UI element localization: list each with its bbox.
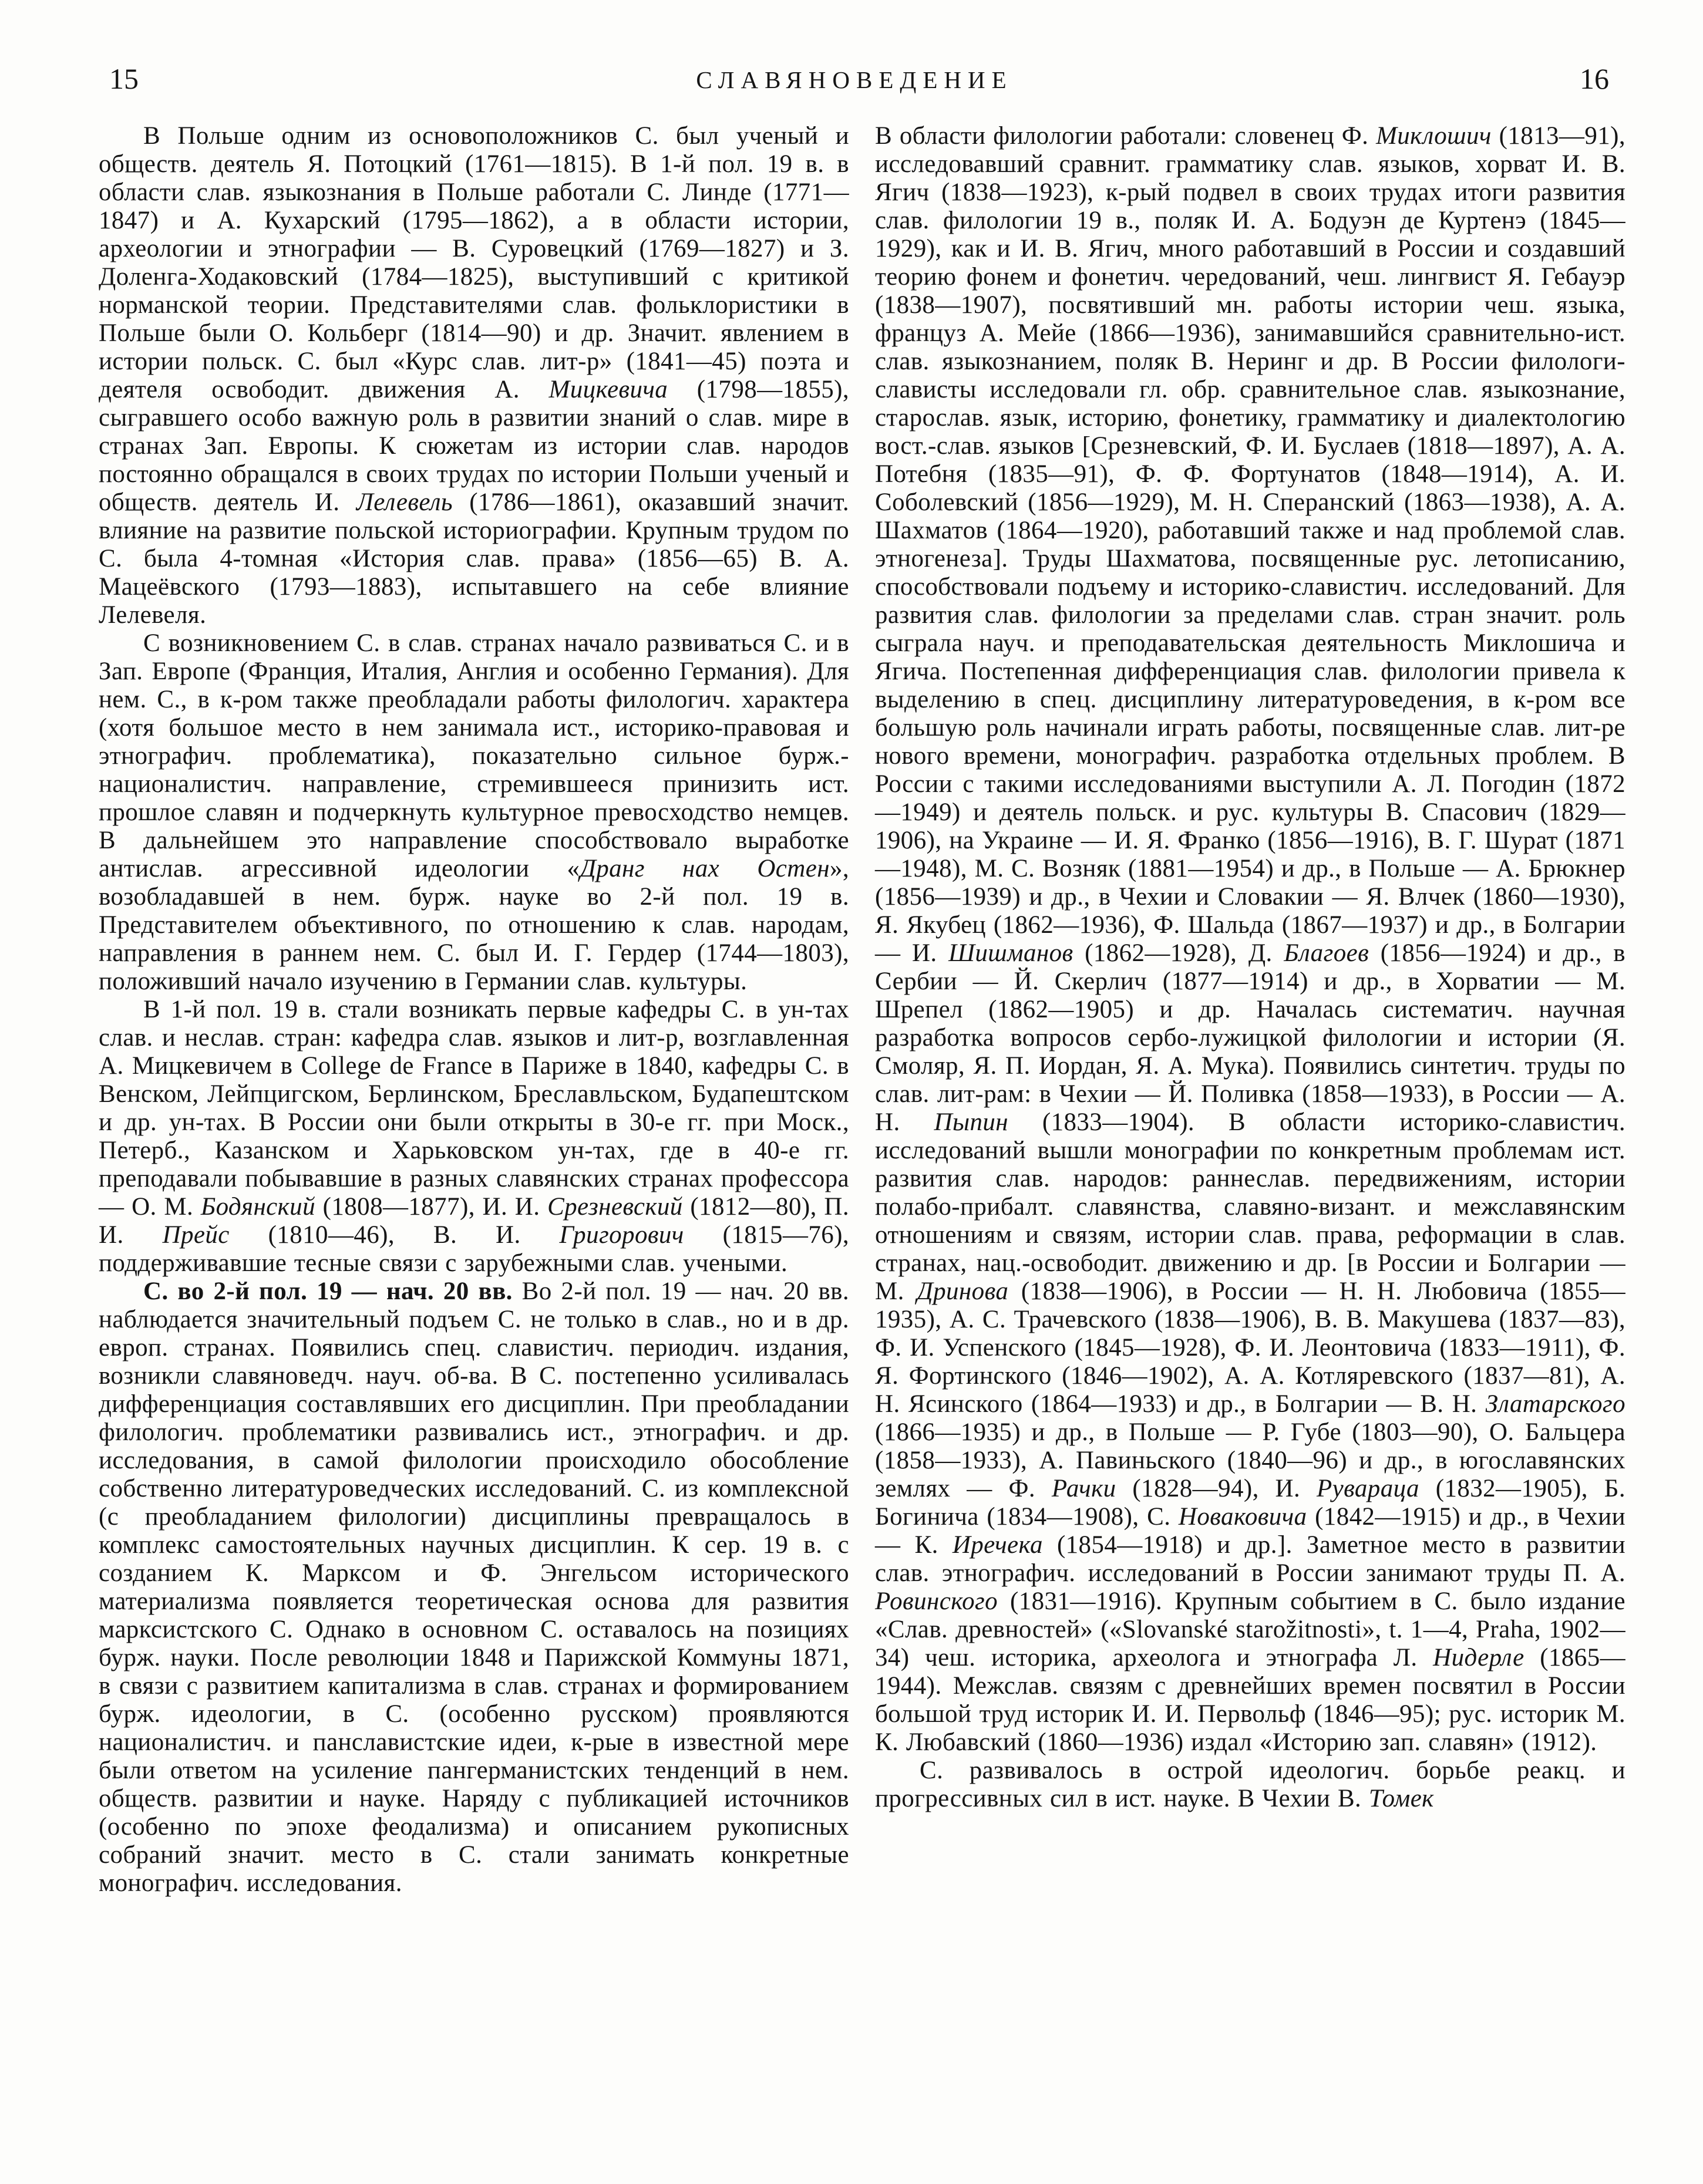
- text-run: (1815—76), поддерживавшие тесные связи с зарубежными слав. учеными.: [99, 1221, 849, 1277]
- paragraph: [99, 629, 849, 996]
- text-run: (1865—1944). Межслав. связям с древнейших времен посвятил в России большой труд историк И. И. Первольф (1846—95); рус. историк М. К. Любавский (1860—1936) издал «Историю зап. славян» (1912).: [875, 1644, 1626, 1756]
- page-number-left: 15: [109, 62, 139, 95]
- text-run: (1813—91), исследовавший сравнит. грамматику слав. языков, хорват И. В. Ягич (1838—1923), к-рый подвел в своих трудах итоги развития слав. филологии 19 в., поляк И. А. Бодуэн де Куртенэ (1845—1929), как и И. В. Ягич, много работавший в России и создавший теорию фонем и фонетич. чередований, чеш. лингвист Я. Гебауэр (1838—1907), посвятивший мн. работы истории чеш. языка, француз А. Мейе (1866—1936), занимавшийся сравнительно-ист. слав. языкознанием, поляк В. Неринг и др. В России филологи-слависты исследовали гл. обр. сравнительное слав. языкознание, старослав. язык, историю, фонетику, грамматику и диалектологию вост.-слав. языков [Срезневский, Ф. И. Буслаев (1818—1897), А. А. Потебня (1835—91), Ф. Ф. Фортунатов (1848—1914), А. И. Соболевский (1856—1929), М. Н. Сперанский (1863—1938), А. А. Шахматов (1864—1920), работавший также и над проблемой слав. этногенеза]. Труды Шахматова, посвященные рус. летописанию, способствовали подъему и историко-славистич. исследований. Для развития слав. филологии за пределами слав. стран значит. роль сыграла науч. и преподавательская деятельность Миклошича и Ягича. Постепенная дифференциация слав. филологии привела к выделению в спец. дисциплину литературоведения, в к-ром все большую роль начинали играть работы, посвященные слав. лит-ре нового времени, монографич. разработка отдельных проблем. В России с такими исследованиями выступили А. Л. Погодин (1872—1949) и деятель польск. и рус. культуры В. Спасович (1829—1906), на Украине — И. Я. Франко (1856—1916), В. Г. Шурат (1871—1948), М. С. Возняк (1881—1954) и др., в Польше — А. Брюкнер (1856—1939) и др., в Чехии и Словакии — Я. Влчек (1860—1930), Я. Якубец (1862—1936), Ф. Шальда (1867—1937) и др., в Болгарии — И.: [875, 122, 1625, 967]
- running-head: [100, 61, 1609, 102]
- text-run: В 1-й пол. 19 в. стали возникать первые кафедры С. в ун-тах слав. и неслав. стран: кафедра слав. языков и лит-р, возглавленная А. Мицкевичем в College de France в Париже в 1840, кафедры С. в Венском, Лейпцигском, Берлинском, Бреславльском, Будапештском и др. ун-тах. В России они были открыты в 30-е гг. при Моск., Петерб., Казанском и Харьковском ун-тах, где в 40-е гг. преподавали побывавшие в разных славянских странах профессора — О. М.: [99, 996, 849, 1221]
- bold-text-run: С. во 2-й пол. 19 — нач. 20 вв.: [143, 1278, 513, 1305]
- paragraph: [99, 996, 849, 1278]
- italic-text-run: Лелевель: [356, 488, 453, 516]
- text-run: Во 2-й пол. 19 — нач. 20 вв. наблюдается значительный подъем С. не только в слав., но и в др. европ. странах. Появились спец. славистич. периодич. издания, возникли славяноведч. науч. об-ва. В С. постепенно усиливалась дифференциация составлявших его дисциплин. При преобладании филологич. проблематики развивались ист., этнографич. и др. исследования, в самой филологии происходило обособление собственно литературоведческих исследований. С. из комплексной (с преобладанием филологии) дисциплины превращалось в комплекс самостоятельных научных дисциплин. К сер. 19 в. с созданием К. Марксом и Ф. Энгельсом исторического материализма появляется теоретическая основа для развития марксистского С. Однако в основном С. оставалось на позициях бурж. науки. После революции 1848 и Парижской Коммуны 1871, в связи с развитием капитализма в слав. странах и формированием бурж. идеологии, в С. (особенно русском) проявляются националистич. и панславистские идеи, к-рые в известной мере были ответом на усиление пангерманистских тенденций в нем. обществ. развитии и науке. Наряду с публикацией источников (особенно по эпохе феодализма) и описанием рукописных собраний значит. место в С. стали занимать конкретные монографич. исследования.: [99, 1278, 849, 1897]
- italic-text-run: Новаковича: [1178, 1503, 1307, 1531]
- text-run: (1833—1904). В области историко-славистич. исследований вышли монографии по конкретным проблемам ист. развития слав. народов: раннеслав. передвижениям, истории полабо-прибалт. славянства, славяно-визант. и межславянским отношениям и связям, истории слав. права, реформации в слав. странах, нац.-освободит. движению и др. [в России и Болгарии — М.: [875, 1108, 1625, 1305]
- italic-text-run: Мицкевича: [548, 376, 668, 403]
- italic-text-run: Иречека: [952, 1531, 1043, 1559]
- italic-text-run: Благоев: [1284, 939, 1369, 967]
- page-number-right: 16: [1580, 62, 1609, 95]
- paragraph: [875, 122, 1625, 1757]
- text-run: (1831—1916). Крупным событием в С. было издание «Слав. древностей» («Slovanské starožitnosti», t. 1—4, Praha, 1902—34) чеш. историка, археолога и этнографа Л.: [875, 1588, 1625, 1671]
- text-run: (1786—1861), оказавший значит. влияние на развитие польской историографии. Крупным трудом по С. была 4-томная «История слав. права» (1856—65) В. А. Мацеёвского (1793—1883), испытавшего на себе влияние Лелевеля.: [99, 488, 849, 629]
- text-run: (1828—94), И.: [1116, 1475, 1317, 1502]
- italic-text-run: Срезневский: [547, 1193, 683, 1221]
- paragraph: [875, 1757, 1625, 1813]
- italic-text-run: Прейс: [162, 1221, 230, 1249]
- text-run: (1842—1915) и др., в Чехии — К.: [875, 1503, 1625, 1559]
- text-run: (1832—1905), Б. Богинича (1834—1908), С.: [875, 1475, 1625, 1531]
- text-run: (1810—46), В. И.: [229, 1221, 560, 1249]
- column-left: [99, 122, 849, 1897]
- italic-text-run: Златарского: [1485, 1390, 1625, 1418]
- column-right: [875, 122, 1625, 1897]
- italic-text-run: Дранг нах Остен: [580, 855, 830, 882]
- text-run: (1862—1928), Д.: [1073, 939, 1284, 967]
- text-run: С. развивалось в острой идеологич. борьбе реакц. и прогрессивных сил в ист. науке. В Чехии В.: [875, 1757, 1625, 1812]
- text-run: », возобладавшей в нем. бурж. науке во 2-й пол. 19 в. Представителем объективного, по отношению к слав. народам, направления в раннем нем. С. был И. Г. Гердер (1744—1803), положивший начало изучению в Германии слав. культуры.: [99, 855, 849, 995]
- italic-text-run: Шишманов: [948, 939, 1073, 967]
- text-run: (1812—80), П. И.: [99, 1193, 850, 1249]
- text-run: С возникновением С. в слав. странах начало развиваться С. и в Зап. Европе (Франция, Италия, Англия и особенно Германия). Для нем. С., в к-ром также преобладали работы филологич. характера (хотя большое место в нем занимала ист., историко-правовая и этнографич. проблематика), показательно сильное бурж.-националистич. направление, стремившееся принизить ист. прошлое славян и подчеркнуть культурное превосходство немцев. В дальнейшем это направление способствовало выработке антислав. агрессивной идеологии «: [99, 629, 849, 882]
- italic-text-run: Томек: [1368, 1785, 1434, 1812]
- text-run: (1808—1877), И. И.: [315, 1193, 548, 1221]
- paragraph: [99, 122, 849, 629]
- text-columns: [99, 122, 1625, 1897]
- text-run: В области филологии работали: словенец Ф.: [875, 122, 1376, 150]
- italic-text-run: Бодянский: [200, 1193, 315, 1221]
- text-run: (1866—1935) и др., в Польше — Р. Губе (1803—90), О. Бальцера (1858—1933), А. Павиньского (1840—96) и др., в югославянских землях — Ф.: [875, 1418, 1625, 1502]
- italic-text-run: Рачки: [1051, 1475, 1116, 1502]
- italic-text-run: Пыпин: [934, 1108, 1008, 1136]
- italic-text-run: Рувараца: [1316, 1475, 1419, 1502]
- paragraph: [99, 1278, 849, 1897]
- text-run: В Польше одним из основоположников С. был ученый и обществ. деятель Я. Потоцкий (1761—1815). В 1-й пол. 19 в. в области слав. языкознания в Польше работали С. Линде (1771—1847) и А. Кухарский (1795—1862), а в области истории, археологии и этнографии — В. Суровецкий (1769—1827) и З. Доленга-Ходаковский (1784—1825), выступивший с критикой норманской теории. Представителями слав. фольклористики в Польше были О. Кольберг (1814—90) и др. Значит. явлением в истории польск. С. был «Курс слав. лит-р» (1841—45) поэта и деятеля освободит. движения А.: [99, 122, 849, 403]
- italic-text-run: Миклошич: [1376, 122, 1492, 150]
- text-run: (1838—1906), в России — Н. Н. Любовича (1855—1935), А. С. Трачевского (1838—1906), В. В. Макушева (1837—83), Ф. И. Успенского (1845—1928), Ф. И. Леонтовича (1833—1911), Ф. Я. Фортинского (1846—1902), А. А. Котляревского (1837—81), А. Н. Ясинского (1864—1933) и др., в Болгарии — В. Н.: [875, 1278, 1625, 1418]
- text-run: (1856—1924) и др., в Сербии — Й. Скерлич (1877—1914) и др., в Хорватии — М. Шрепел (1862—1905) и др. Началась систематич. научная разработка вопросов сербо-лужицкой филологии и истории (Я. Смоляр, Я. П. Иордан, Я. А. Мука). Появились синтетич. труды по слав. лит-рам: в Чехии — Й. Поливка (1858—1933), в России — А. Н.: [875, 939, 1625, 1136]
- text-run: (1854—1918) и др.]. Заметное место в развитии слав. этнографич. исследований в России занимают труды П. А.: [875, 1531, 1625, 1587]
- text-run: (1798—1855), сыгравшего особо важную роль в развитии знаний о слав. мире в странах Зап. Европы. К сюжетам из истории слав. народов постоянно обращался в своих трудах по истории Польши ученый и обществ. деятель И.: [99, 376, 849, 516]
- italic-text-run: Ровинского: [875, 1588, 998, 1615]
- italic-text-run: Дринова: [917, 1278, 1009, 1305]
- italic-text-run: Нидерле: [1433, 1644, 1524, 1671]
- italic-text-run: Григорович: [559, 1221, 684, 1249]
- page-title: СЛАВЯНОВЕДЕНИЕ: [696, 66, 1013, 93]
